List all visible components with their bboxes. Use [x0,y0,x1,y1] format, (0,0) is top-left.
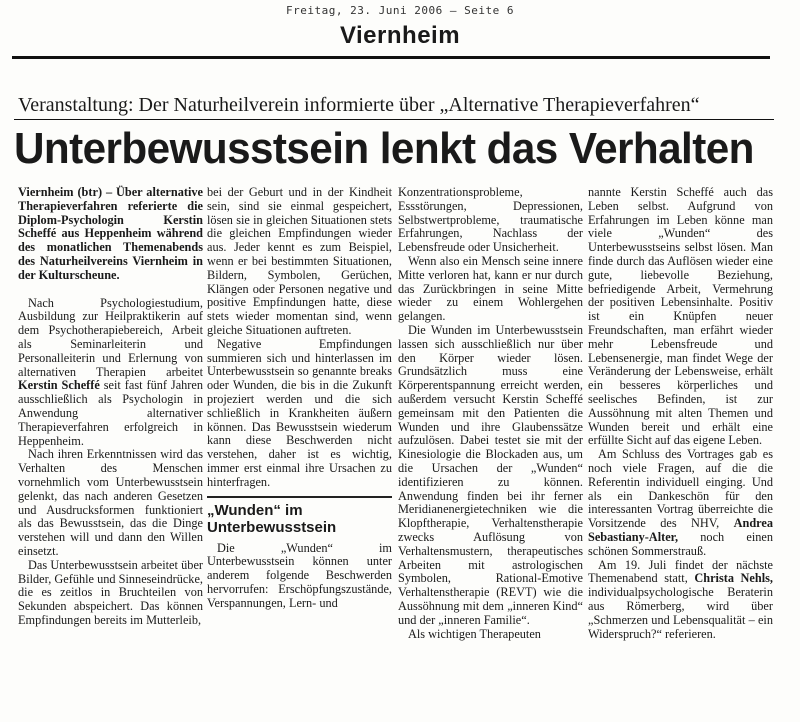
paragraph: Nach ihren Erkenntnissen wird das Verhalten des Menschen vornehmlich vom Unterbewusstsein gelenkt, das nach anderen Gesetzen und Ausdrucksformen funktioniert als das Bewusstsein, das die Dinge verstehen will und dann den Willen einsetzt. [18,447,203,558]
paragraph: Als wichtigen Therapeuten [408,626,541,641]
paragraph: Die Wunden im Unterbewusstsein lassen sich ausschließlich nur über den Körper wieder lösen. Grundsätzlich muss eine Körperentspannung erreicht werden, außerdem versucht Kerstin Scheffé gemeinsam mit den Patienten die Wunden und ihre Glaubenssätze aufzulösen. Dabei testet sie mit der Kinesiologie die Blockaden aus, um die Ursachen der „Wunden“ identifizieren zu können. Anwendung finden bei ihr ferner Meridianenergietechniken wie die Klopftherapie, Verhaltenstherapie zwecks Auflösung von Verhaltensmustern, therapeutisches Arbeiten mit astrologischen Symbolen, Rational-Emotive Verhaltenstherapie (REVT) wie die Aussöhnung mit dem „inneren Kind“ und der „inneren Familie“. [398,322,583,627]
subhead-box [207,496,392,536]
article-column-4 [588,186,773,641]
paragraph: Am Schluss des Vortrages gab es noch viele Fragen, auf die die Referentin individuell einging. Und als ein Dankeschön für den interessanten Vortrag überreichte die Vorsitzende des NHV, Andrea Sebastiany-Alter, noch einen schönen Sommerstrauß. [588,447,773,558]
section-rule [12,56,770,59]
subheading: „Wunden“ im Unterbewusstsein [207,501,337,536]
person-name: Andrea Sebastiany-Alter, [588,516,773,544]
kicker: Veranstaltung: Der Naturheilverein informierte über „Alternative Therapieverfahren“ [18,94,700,116]
dateline: Freitag, 23. Juni 2006 – Seite 6 [286,4,514,17]
paragraph: Konzentrationsprobleme, Essstörungen, Depressionen, Selbstwertprobleme, traumatische Erfahrungen, Nachlass der Lebensfreude oder Unsicherheit. [398,185,583,255]
paragraph: Negative Empfindungen summieren sich und hinterlassen im Unterbewusstsein so genannte breaks oder Wunden, die bis in die Zukunft projeziert werden und die sich schließlich in Krankheiten äußern können. Das Bewusstsein wiederum kann diese Beschwerden nicht verstehen, daher ist es wichtig, immer erst einmal ihre Ursachen zu hinterfragen. [207,336,392,489]
paragraph: Am 19. Juli findet der nächste Themenabend statt, Christa Nehls, individualpsychologische Beraterin aus Römerberg, wird über „Schmerzen und Lebensqualität – ein Widerspruch?“ referieren. [588,557,773,641]
section-title: Viernheim [339,22,461,49]
paragraph: Das Unterbewusstsein arbeitet über Bilder, Gefühle und Sinneseindrücke, die es zeitlos in Bruchteilen von Sekunden abspeichert. Das können Empfindungen bereits im Mutterleib, [18,557,203,627]
article-column-1 [18,186,203,628]
person-name: Christa Nehls, [694,571,773,586]
paragraph: Wenn also ein Mensch seine innere Mitte verloren hat, kann er nur durch das Zurückbringen in seine Mitte wieder zu einem Wohlergehen gelangen. [398,253,583,324]
person-name: Kerstin Scheffé [18,378,100,393]
kicker-rule [14,119,774,120]
lead-paragraph: Viernheim (btr) – Über alternative Therapieverfahren referierte die Diplom-Psychologin Kerstin Scheffé aus Heppenheim während des monatlichen Themenabends des Naturheilvereins Viernheim in der Kulturscheune. [18,185,203,282]
article-column-3 [398,186,583,641]
paragraph: nannte Kerstin Scheffé auch das Leben selbst. Aufgrund von Erfahrungen im Leben könne man viele „Wunden“ des Unterbewusstseins selbst lösen. Man finde durch das Auflösen wieder eine gute, liebevolle Beziehung, befriedigende Arbeit, Vermehrung der positiven Lebensinhalte. Positiv ist ein Knüpfen neuer Freundschaften, man erfährt wieder mehr Lebensfreude und Lebensenergie, man findet Wege der Veränderung der Lebensweise, erhält ein besseres körperliches und seelisches Befinden, ist zur Aussöhnung mit alten Themen und Wunden bereit und erhält eine erfüllte Sicht auf das eigene Leben. [588,185,773,448]
headline: Unterbewusstsein lenkt das Verhalten [14,124,754,173]
paragraph: bei der Geburt und in der Kindheit sein, sind sie einmal gespeichert, lösen sie in gleichen Situationen stets die gleichen Empfindungen wieder aus. Jeder kennt es zum Beispiel, wenn er bei bestimmten Situationen, Bildern, Symbolen, Gerüchen, Klängen oder Personen negative und positive Empfindungen hatte, diese stets wieder momentan sind, wenn gleiche Situationen auftreten. [207,185,392,337]
article-column-2 [207,186,392,611]
subhead-rule [207,496,392,498]
paragraph: Nach Psychologiestudium, Ausbildung zur Heilpraktikerin auf dem Psychotherapiebereich, Arbeit als Seminarleiterin und Personalleiterin und Erlernung von alternativen Therapien arbeitet Kerstin Scheffé seit fast fünf Jahren ausschließlich als Psychologin in Anwendung alternativer Therapieverfahren erfolgreich in Heppenheim. [18,295,203,448]
paragraph: Die „Wunden“ im Unterbewusstsein können unter anderem folgende Beschwerden hervorrufen: Erschöpfungszustände, Verspannungen, Lern- und [207,540,392,610]
